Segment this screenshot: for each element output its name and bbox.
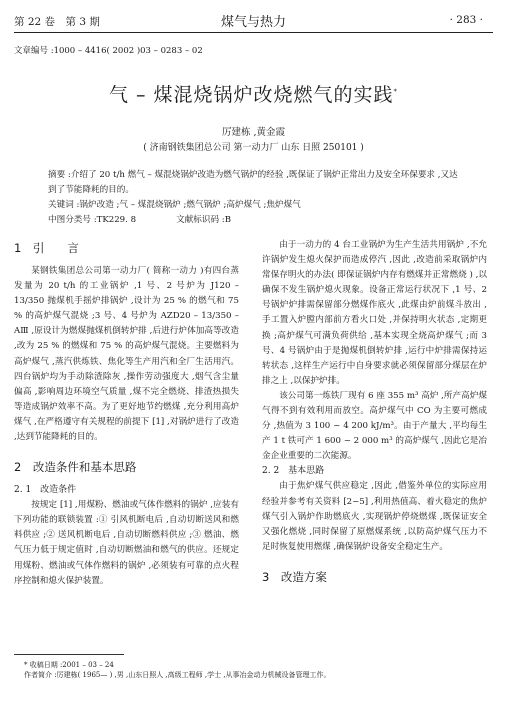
- received-date: * 收稿日期 :2001 – 03 – 24: [24, 661, 114, 669]
- clc-number: 中图分类号 :TK229. 8: [48, 215, 137, 225]
- document-code: 文献标识码 :B: [176, 215, 232, 225]
- section-2-2-heading: 2. 2 基本思路: [262, 466, 325, 477]
- keywords: 关键词 :锅炉改造 ;气 – 煤混烧锅炉 ;燃气锅炉 ;高炉煤气 ;焦炉煤气: [48, 200, 301, 210]
- page-number: · 283 ·: [449, 14, 483, 26]
- issue-info: 第 22 卷 第 3 期: [14, 16, 100, 28]
- footnote-rule: [14, 654, 124, 655]
- left-column: [14, 238, 239, 589]
- abstract-block: [48, 168, 459, 228]
- title-footnote-mark: *: [393, 87, 399, 96]
- section-1-heading: 1 引 言: [14, 241, 79, 255]
- section-3-heading: 3 改造方案: [262, 569, 327, 584]
- paragraph: 按规定 [1] ,用煤粉、燃油或气体作燃料的锅炉 ,应装有下列功能的联锁装置 :① 引风机断电后 ,自动切断送风和燃料供应 ;② 送风机断电后 ,自动切断燃料供应 ;③ 燃油、燃气压力低于规定值时 ,自动切断燃油和燃气的供应。还规定用煤粉、燃油或气体作燃料的锅炉 ,必须装有可靠的点火程序控制和熄火保护装置。: [14, 500, 239, 586]
- abstract-text: 摘要 :介绍了 20 t/h 燃气 – 煤混烧锅炉改造为燃气锅炉的经验 ,既保证了锅炉正常出力及安全环保要求 ,又达到了节能降耗的目的。: [48, 170, 458, 195]
- paragraph: 由于焦炉煤气供应稳定 ,因此 ,借鉴外单位的实际应用经验并参考有关资料 [2~5] ,利用热值高、着火稳定的焦炉煤气引入锅炉作助燃底火 ,实现锅炉停烧燃煤 ,既保证安全又强化燃烧 ,同时保留了原燃煤系统 ,以防高炉煤气压力不足时恢复使用燃煤 ,确保锅炉设备安全稳定生产。: [262, 481, 487, 552]
- affiliation: ( 济南钢铁集团总公司 第一动力厂 山东 日照 250101 ): [143, 143, 364, 153]
- footnote: [24, 660, 331, 680]
- paper-title: 气 – 煤混烧锅炉改烧燃气的实践*: [108, 84, 399, 106]
- article-number: 文章编号 :1000 – 4416( 2002 )03 – 0283 – 02: [14, 46, 203, 56]
- authors: 厉建栋 ,黄金霞: [221, 127, 286, 138]
- paragraph: 该公司第一炼铁厂现有 6 座 355 m³ 高炉 ,所产高炉煤气得不到有效利用而放空。高炉煤气中 CO 为主要可燃成分 ,热值为 3 100 ~ 4 200 kJ/m³。由于产量大 ,平均每生产 1 t 铁可产 1 600 ~ 2 000 m³ 的高炉煤气 ,因此它是冶金企业重要的二次能源。: [262, 390, 487, 462]
- section-2-heading: 2 改造条件和基本思路: [14, 460, 137, 475]
- running-header: [14, 10, 493, 30]
- paragraph: 某钢铁集团总公司第一动力厂( 简称一动力 )有四台蒸发量为 20 t/h 的工业锅炉 ,1 号、2 号炉为 J120 – 13/350 抛煤机手摇炉排锅炉 ,设计为 25 % 的燃气和 75 % 的高炉煤气混烧 ;3 号、4 号炉为 AZD20 – 13/350 – AⅢ ,原设计为燃煤抛煤机倒转炉排 ,后进行炉体加高等改造 ,改为 25 % 的燃煤和 75 % 的高炉煤气混烧。主要燃料为高炉煤气 ,蒸汽供炼铁、焦化等生产用汽和全厂生活用汽。四台锅炉均为手动除渣除灰 ,操作劳动强度大 ,烟气含尘量偏高 ,影响周边环境空气质量 ,煤不完全燃烧、排渣热损失等造成锅炉效率不高。为了更好地节约燃煤 ,充分利用高炉煤气 ,在严格遵守有关规程的前提下 [1] ,对锅炉进行了改造 ,达到节能降耗的目的。: [14, 266, 239, 443]
- header-rule: [14, 32, 493, 33]
- right-column: [262, 238, 487, 587]
- journal-name: 煤气与热力: [220, 15, 286, 30]
- paragraph: 由于一动力的 4 台工业锅炉为生产生活共用锅炉 ,不允许锅炉发生熄火保护而造成停汽 ,因此 ,改造前采取锅炉内常保存明火的办法( 即保证锅炉内存有燃煤并正常燃烧 ) ,以确保不发生锅炉熄火现象。设备正常运行状况下 ,1 号、2 号锅炉炉排需保留部分燃煤作底火 ,此煤由炉前煤斗放出 ,手工置入炉膛内部前方看火口处 ,并保持明火状态 ,定期更换 ;高炉煤气可满负荷供给 ,基本实现全烧高炉煤气 ;而 3 号、4 号锅炉由于是抛煤机倒转炉排 ,运行中炉排需保持运转状态 ,这样生产运行中自身要求就必须保留部分煤层在炉排之上 ,以保护炉排。: [262, 240, 487, 386]
- section-2-1-heading: 2. 1 改造条件: [14, 485, 77, 496]
- author-bio: 作者简介 :厉建栋( 1965— ) ,男 ,山东日照人 ,高级工程师 ,学士 ,从事冶金动力机械设备管理工作。: [24, 671, 331, 679]
